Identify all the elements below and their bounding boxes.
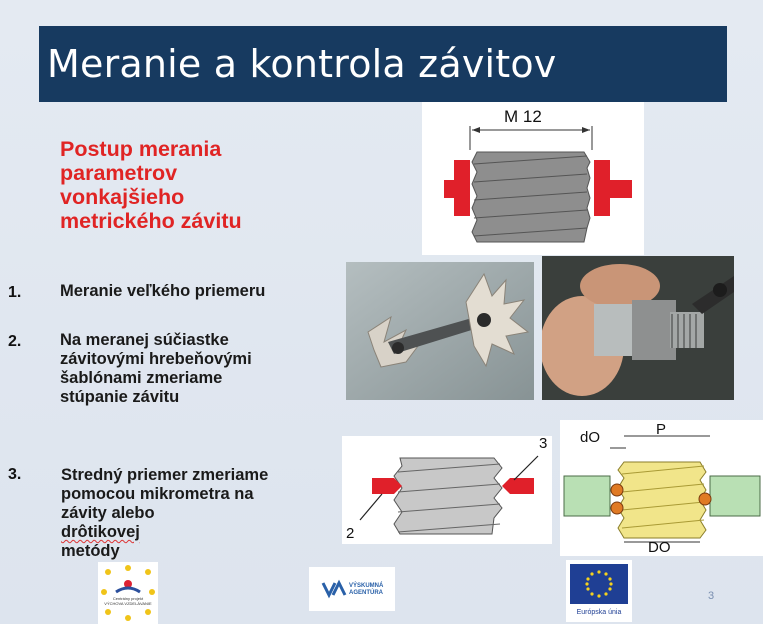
step-line: Stredný priemer zmeriame [61, 466, 269, 484]
step-number-3: 3. [8, 466, 22, 483]
step-line: Na meranej súčiastke [60, 331, 229, 349]
thread-contact-figure [342, 436, 552, 544]
step-number-2: 2. [8, 333, 22, 350]
step-line [61, 504, 321, 542]
three-wire-figure [560, 420, 763, 556]
logo-caption: VÝCHOVA VZDELÁVANIE [104, 601, 152, 606]
label-two: 2 [346, 525, 355, 542]
heading-line: metrického závitu [60, 209, 242, 233]
label-D0: DO [648, 539, 671, 556]
micrometer-photo [542, 256, 734, 400]
page-number: 3 [708, 590, 715, 602]
step-text-1 [60, 282, 320, 301]
step-line: metódy [61, 542, 120, 560]
vyskumna-agentura-logo [309, 567, 395, 611]
label-p: P [656, 421, 667, 438]
label-d0: dO [580, 429, 601, 446]
caliper-label: M 12 [504, 107, 542, 126]
section-heading [60, 137, 340, 233]
step-line: stúpanie závitu [60, 388, 180, 406]
slide-title: Meranie a kontrola závitov [47, 42, 557, 86]
step-line: závitovými hrebeňovými [60, 350, 252, 368]
step-line: Meranie veľkého priemeru [60, 282, 266, 300]
label-three: 3 [539, 436, 548, 452]
heading-line: vonkajšieho [60, 185, 185, 209]
step-line: pomocou mikrometra na [61, 485, 254, 503]
step-word: závity alebo [61, 504, 155, 522]
pitch-gauge-photo [346, 262, 534, 400]
caliper-thread-figure [422, 102, 644, 255]
step-text-2 [60, 331, 320, 407]
step-text-3 [61, 466, 321, 561]
logo-caption: Centrálny projekt [112, 596, 144, 601]
eu-flag-logo [566, 560, 632, 622]
title-bar [39, 26, 727, 102]
step-word: drôtikovej [61, 523, 140, 541]
heading-line: parametrov [60, 161, 178, 185]
heading-line: Postup merania [60, 137, 222, 161]
project-logo [98, 562, 158, 624]
eu-caption: Európska únia [576, 609, 622, 616]
logo-text: VÝSKUMNÁ [349, 583, 384, 589]
logo-text: AGENTÚRA [349, 590, 383, 596]
step-line: šablónami zmeriame [60, 369, 223, 387]
step-number-1: 1. [8, 284, 22, 301]
